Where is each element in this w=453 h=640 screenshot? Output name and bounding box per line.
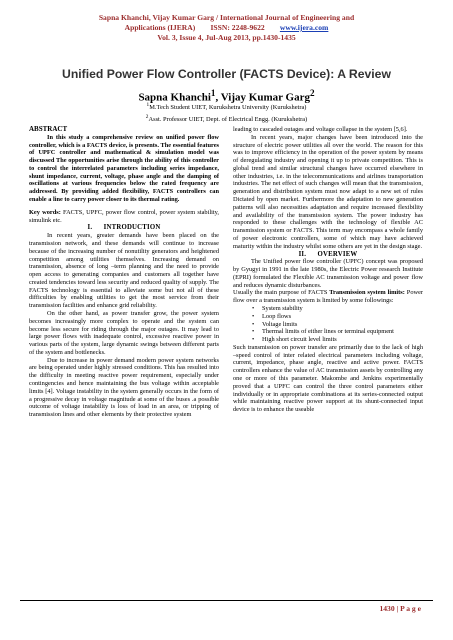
intro-paragraph-2: On the other hand, as power transfer grow, the power system becomes increasingly more complex to operate and the system can become less secure for riding through the major outages. It may lead to large power flows with inadequate control, excessive reactive power in various parts of the system, large dynamic swings between different parts of the system and bottlenecks. [29,309,219,356]
bullet-icon: • [252,312,255,320]
affiliation-2-sup: 2 [145,113,149,120]
bullet-item [233,313,423,321]
abstract-text: In this study a comprehensive review on unified power flow controller, which is a FACTS device, is presents. The essential features of UPFC controller and mathematical & simulation model was discussed The opportunities arise through the ability of this controller to control the interrelated parameters including series impedance, shunt impedance, current, voltage, phase angle and the damping of oscillations at various frequencies below the rated frequency are addressed. By providing added flexibility, FACTS controllers can enable a line to carry power closer to its thermal rating. [29,133,219,204]
affiliation-1 [20,101,433,113]
affiliation-1-sup: 1 [146,102,150,108]
page-number: 1430 | P a g e [379,604,421,613]
bullet-icon: • [252,336,255,344]
bullet-item [233,328,423,336]
bullet-icon: • [252,328,255,336]
journal-header-line3: Vol. 3, Issue 4, Jul-Aug 2013, pp.1430-1435 [157,33,296,42]
left-column [29,126,219,419]
paper-title: Unified Power Flow Controller (FACTS Device): A Review [62,67,391,81]
overview-heading: II. OVERVIEW [298,250,358,258]
bullet-item [233,305,423,313]
journal-header-line1: Sapna Khanchi, Vijay Kumar Garg / International Journal of Engineering and [98,13,355,22]
bullet-text: Thermal limits of either lines or terminal equipment [262,328,394,336]
overview-paragraph-3: Such transmission on power transfer are primarily due to the lack of high –speed control of inter related electrical parameters including voltage, current, impedance, phase angle, reactive and active power. FACTS controllers enhance the value of AC transmission assets by controlling any one or more of this parameter. Makombe and Jenkins experimentally proved that a UPFC can control the three control parameters either individually or in appropriate combinations at its series-connected output while maintaining reactive power support at its shunt-connected input device is to enhance the useable [233,343,423,414]
journal-header-line2 [20,23,433,33]
author-1-sup: 1 [210,88,216,98]
intro-paragraph-1: In recent years, greater demands have been placed on the transmission network, and these demands will continue to increase because of the increasing number of nonutility generators and heightened competition among utilities themselves. Increasing demand on transmission, absence of long –term planning and the need to provide open access to generating companies and customers all together have created tendencies toward less security and reduced quality of supply. The FACTS technology is essential to alleviate some but not all of these difficulties by enabling utilities to get the most service from their transmission facilities and enhance grid reliability. [29,232,219,310]
affiliation-1-text: M.Tech Student UIET, Kurukshetra University (Kurukshetra) [149,104,307,112]
affiliation-2 [20,113,433,125]
author-1: Sapna Khanchi [138,91,211,104]
keywords-text: FACTS, UPFC, power flow control, power system stability, simulink etc. [29,208,219,224]
journal-issn: Applications (IJERA) ISSN: 2248-9622 [124,23,280,32]
bullet-icon: • [252,304,255,312]
affiliations [20,101,433,124]
journal-header [20,13,433,43]
right-paragraph-1: In recent years, major changes have been introduced into the structure of electric power utilities all over the world. The reason for this was to improve efficiency in the operation of the power system by means of deregulating industry and opening it up to private competition. This is global trend and similar structural changes have occurred elsewhere in other industries, i.e. in the telecommunications and airlines transportation industries. The net effect of such changes will mean that the transmission, generation and distribution system must now adapt to a new set of rules Dictated by open market. Furthermore the adaptation to new generation patterns will also necessities adaptation and require increased flexibility and availability of the transmission system. The power industry has responded to these challenges with the technology of flexible AC transmission system or FACTS. This term may encompass a whole family of power electronic controllers, some of which may have achieved maturity within the industry whilst some others are yet in the design stage. [233,133,423,250]
right-paragraph-0: leading to cascaded outages and voltage collapse in the system [5,6]. [233,126,408,133]
right-column [233,126,423,414]
bullet-text: System stability [262,304,303,312]
bullet-item [233,321,423,329]
footer-divider [20,600,433,601]
overview-paragraph-1: The Unified power flow controller (UPFC) concept was proposed by Gyugyi in 1991 in the late 1980s, the Electric Power research Institute (EPRI) formulated the Flexible AC transmission voltage and power flow and reduces dynamic disturbances. [233,258,423,289]
bullet-text: Voltage limits [262,320,298,328]
intro-heading: I. INTRODUCTION [87,224,161,232]
author-2: , Vijay Kumar Garg [215,91,310,104]
bullet-text: Loop flows [262,312,292,320]
keywords-label: Key words: [29,208,61,216]
affiliation-2-text: Asst. Professor UIET, Dept. of Electrical Engg. (Kurukshetra) [148,115,308,123]
abstract-heading: ABSTRACT [29,125,68,133]
bullet-text: High short circuit level limits [262,336,337,344]
author-2-sup: 2 [309,88,315,98]
overview-p2-suffix: Power flow over a transmission system is limited by some followings: [233,289,424,305]
overview-p2-bold: Transmission system limits: [329,289,405,297]
journal-website-link[interactable]: www.ijera.com [279,23,329,32]
bullet-icon: • [252,320,255,328]
overview-p2-prefix: Usually the main purpose of FACTS [233,289,330,297]
bullet-item [233,336,423,344]
keywords [29,209,219,225]
intro-paragraph-3: Due to increase in power demand modern power system networks are being operated under highly stressed conditions. This has resulted into the difficulty in meeting reactive power requirement, especially under contingencies and hence maintaining the bus voltage within acceptable limits [4]. Voltage instability in the system generally occurs in the form of a progressive decay in voltage magnitude at some of the buses .a possible outcome of voltage instability is loss of load in an area, or tripping of transmission lines and other elements by their protective system [29,356,219,419]
overview-paragraph-2 [233,289,423,305]
